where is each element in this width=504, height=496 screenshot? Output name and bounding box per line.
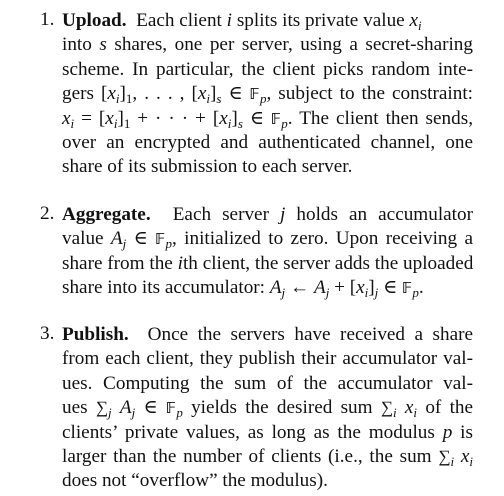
text-line: from each client, they publish their accumulator val- — [62, 348, 473, 370]
text-line: scheme. In particular, the client picks random inte- — [62, 58, 473, 80]
text-line: over an encrypted and authenticated channel, one — [62, 132, 473, 153]
text-line: ues. Computing the sum of the accumulator val- — [62, 372, 473, 394]
text-line: ues $\sum_j$ $A_j$ ∈ 𝔽$_p$ yields the desired sum $\sum_i$ $x_i$ of the — [62, 397, 474, 421]
text-line: Upload. Each client i splits its private value $x_i$ — [62, 10, 422, 33]
step-title: Publish. — [62, 324, 129, 345]
step-number: 3. — [40, 323, 55, 344]
text-line: gers $[x_i]_1$, . . . , $[x_i]_s$ ∈ 𝔽$_p$, subject to the constraint: — [62, 83, 474, 107]
step-number: 2. — [40, 203, 55, 224]
text-line: clients’ private values, as long as the modulus p is — [62, 421, 473, 443]
text-line: larger than the number of clients (i.e., the sum $\sum_i$ $x_i$ — [62, 446, 473, 469]
text-line: into s shares, one per server, using a secret-sharing — [62, 34, 473, 56]
text-line: does not “overflow” the modulus). — [62, 470, 328, 492]
text-line: Publish. Once the servers have received a share — [62, 324, 473, 345]
step-number: 1. — [40, 9, 55, 30]
text-line: share of its submission to each server. — [62, 156, 353, 178]
text-line: Aggregate. Each server j holds an accumulator — [62, 204, 473, 225]
text-line: share into its accumulator: $A_j$ ← $A_j + [x_i]_j$ ∈ 𝔽$_p$. — [62, 277, 424, 301]
text-line: $x_i = [x_i]_1$ + · · · + $[x_i]_s$ ∈ 𝔽$_p$. The client then sends, — [62, 107, 473, 131]
step-title: Upload. — [62, 10, 127, 31]
text-line: share from the ith client, the server adds the uploaded — [62, 252, 474, 274]
step-title: Aggregate. — [62, 204, 151, 225]
text-line: value $A_j$ ∈ 𝔽$_p$, initialized to zero. Upon receiving a — [62, 228, 473, 252]
